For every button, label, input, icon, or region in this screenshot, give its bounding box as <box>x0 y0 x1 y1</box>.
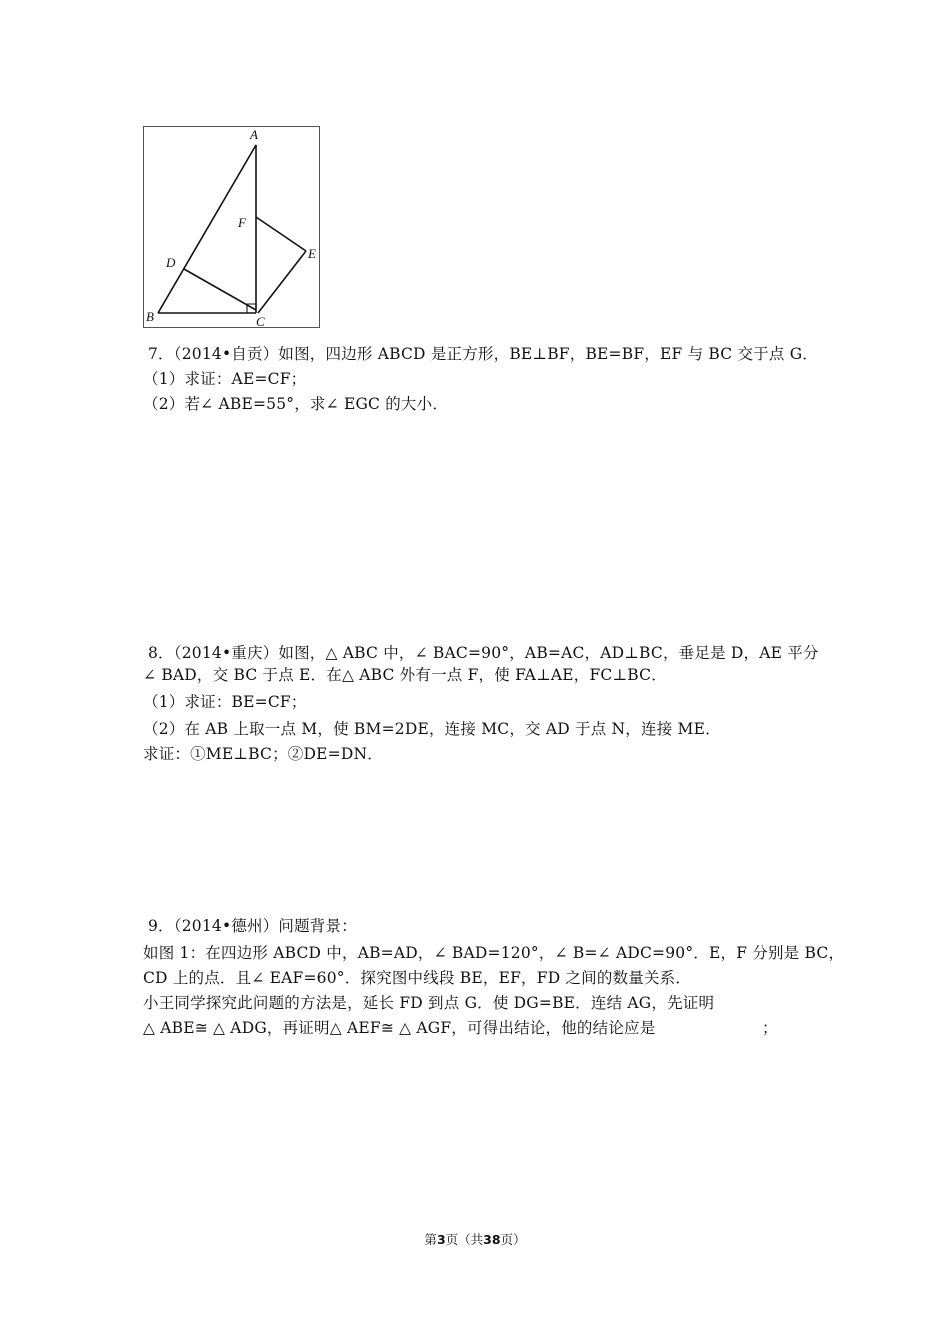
label-E: E <box>308 246 316 261</box>
q9-line4: △ ABE≅ △ ADG，再证明△ AEF≅ △ AGF，可得出结论，他的结论应是 <box>143 1019 656 1037</box>
footer-total-pages: 38 <box>483 1232 501 1247</box>
q8-part3: 求证：①ME⊥BC；②DE=DN． <box>143 745 383 763</box>
segment-FE <box>256 217 306 251</box>
footer-suffix: 页） <box>500 1232 526 1247</box>
segment-EC <box>258 251 306 313</box>
q8-part2: （2）在 AB 上取一点 M，使 BM=2DE，连接 MC，交 AD 于点 N，连接 ME． <box>143 720 721 738</box>
label-D: D <box>166 255 176 270</box>
page-footer <box>0 1230 950 1248</box>
geometry-figure <box>143 126 320 328</box>
q9-line4-end: ； <box>762 1019 778 1037</box>
footer-prefix: 第 <box>424 1232 437 1247</box>
q7-part2: （2）若∠ ABE=55°，求∠ EGC 的大小． <box>143 395 449 413</box>
q7-part1: （1）求证：AE=CF； <box>143 370 307 388</box>
geometry-diagram <box>144 127 319 327</box>
label-B: B <box>146 309 154 324</box>
q8-stem-line1: 8．（2014•重庆）如图，△ ABC 中，∠ BAC=90°，AB=AC，AD⊥BC，垂足是 D，AE 平分 <box>148 644 819 662</box>
q9-line2: CD 上的点．且∠ EAF=60°．探究图中线段 BE，EF，FD 之间的数量关系． <box>143 969 692 987</box>
q9-line1: 如图 1：在四边形 ABCD 中，AB=AD，∠ BAD=120°，∠ B=∠ ADC=90°．E，F 分别是 BC， <box>143 944 845 962</box>
q9-line3: 小王同学探究此问题的方法是，延长 FD 到点 G．使 DG=BE．连结 AG，先证明 <box>143 994 715 1012</box>
label-C: C <box>256 314 265 327</box>
q7-stem: 7．（2014•自贡）如图，四边形 ABCD 是正方形，BE⊥BF，BE=BF，EF 与 BC 交于点 G． <box>148 345 818 363</box>
footer-middle: 页（共 <box>445 1232 484 1247</box>
segment-DC <box>184 269 256 310</box>
label-A: A <box>250 127 258 142</box>
q9-heading: 9．（2014•德州）问题背景： <box>148 917 357 935</box>
q8-part1: （1）求证：BE=CF； <box>143 693 307 711</box>
q8-stem-line2: ∠ BAD，交 BC 于点 E．在△ ABC 外有一点 F，使 FA⊥AE，FC⊥BC． <box>143 666 667 684</box>
footer-page-number: 3 <box>436 1232 446 1247</box>
label-F: F <box>238 215 246 230</box>
